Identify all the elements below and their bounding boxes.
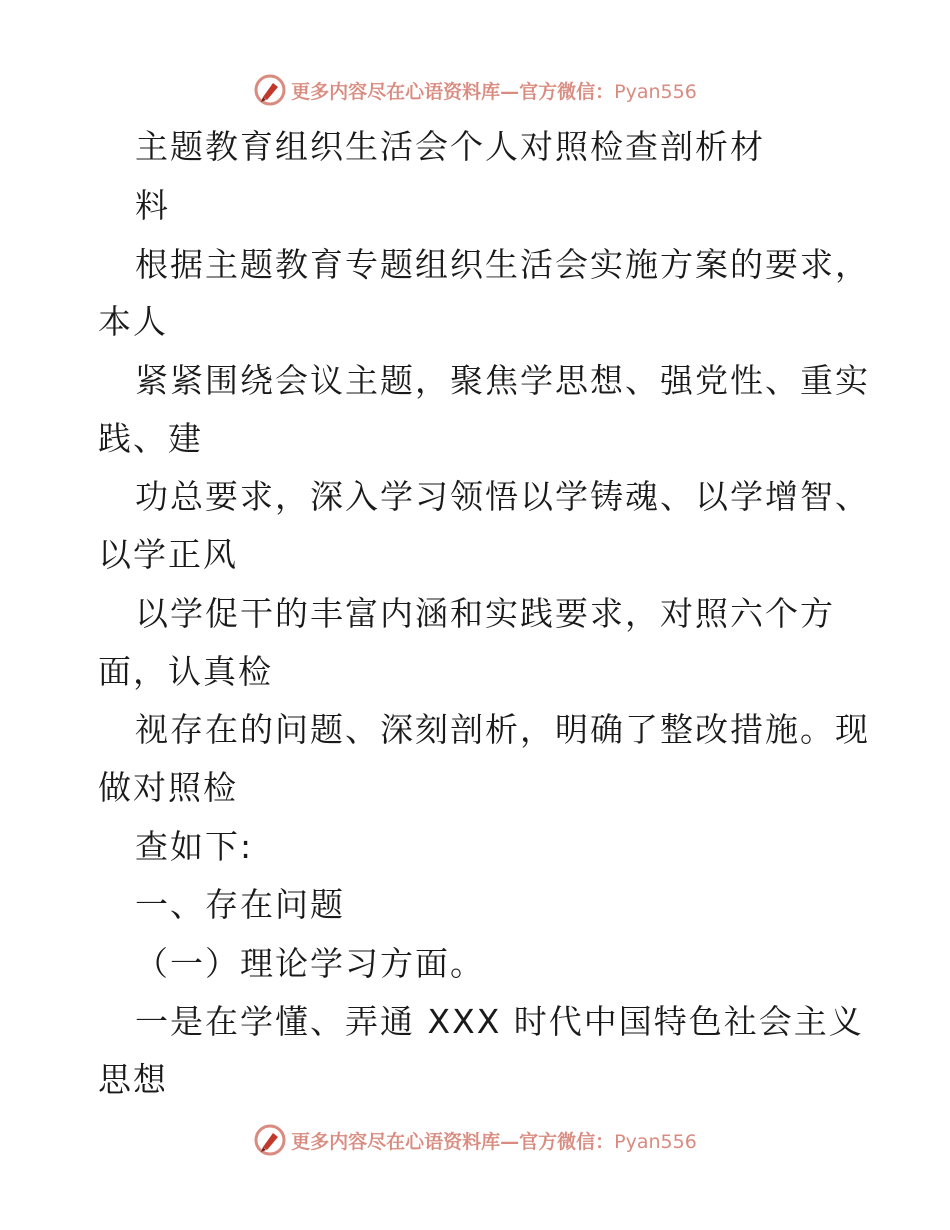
paragraph-line: 紧紧围绕会议主题，聚焦学思想、强党性、重实 [135, 361, 870, 400]
document-title-line: 主题教育组织生活会个人对照检查剖析材 [135, 127, 765, 166]
paragraph-line: 一是在学懂、弄通 XXX 时代中国特色社会主义 [135, 1002, 864, 1041]
paragraph-line: 以学促干的丰富内涵和实践要求，对照六个方 [135, 594, 835, 633]
paragraph-line: 根据主题教育专题组织生活会实施方案的要求， [135, 245, 870, 284]
pen-nib-icon [253, 73, 287, 107]
paragraph-line: 做对照检 [98, 768, 238, 807]
paragraph-line: 面，认真检 [98, 652, 273, 691]
paragraph-line: 功总要求，深入学习领悟以学铸魂、以学增智、 [135, 477, 870, 516]
subsection-heading: （一）理论学习方面。 [135, 944, 485, 983]
section-heading: 一、存在问题 [135, 885, 345, 924]
header-watermark [0, 70, 950, 110]
paragraph-line: 本人 [98, 302, 168, 341]
watermark-text: 更多内容尽在心语资料库—官方微信：Pyan556 [291, 80, 697, 103]
watermark-text: 更多内容尽在心语资料库—官方微信：Pyan556 [291, 1130, 697, 1153]
paragraph-line: 查如下: [135, 827, 254, 866]
paragraph-line: 视存在的问题、深刻剖析，明确了整改措施。现 [135, 710, 870, 749]
document-title-line: 料 [135, 186, 170, 225]
paragraph-line: 践、建 [98, 419, 203, 458]
paragraph-line: 以学正风 [98, 535, 238, 574]
pen-nib-icon [253, 1123, 287, 1157]
footer-watermark [0, 1120, 950, 1160]
paragraph-line: 思想 [98, 1060, 168, 1099]
